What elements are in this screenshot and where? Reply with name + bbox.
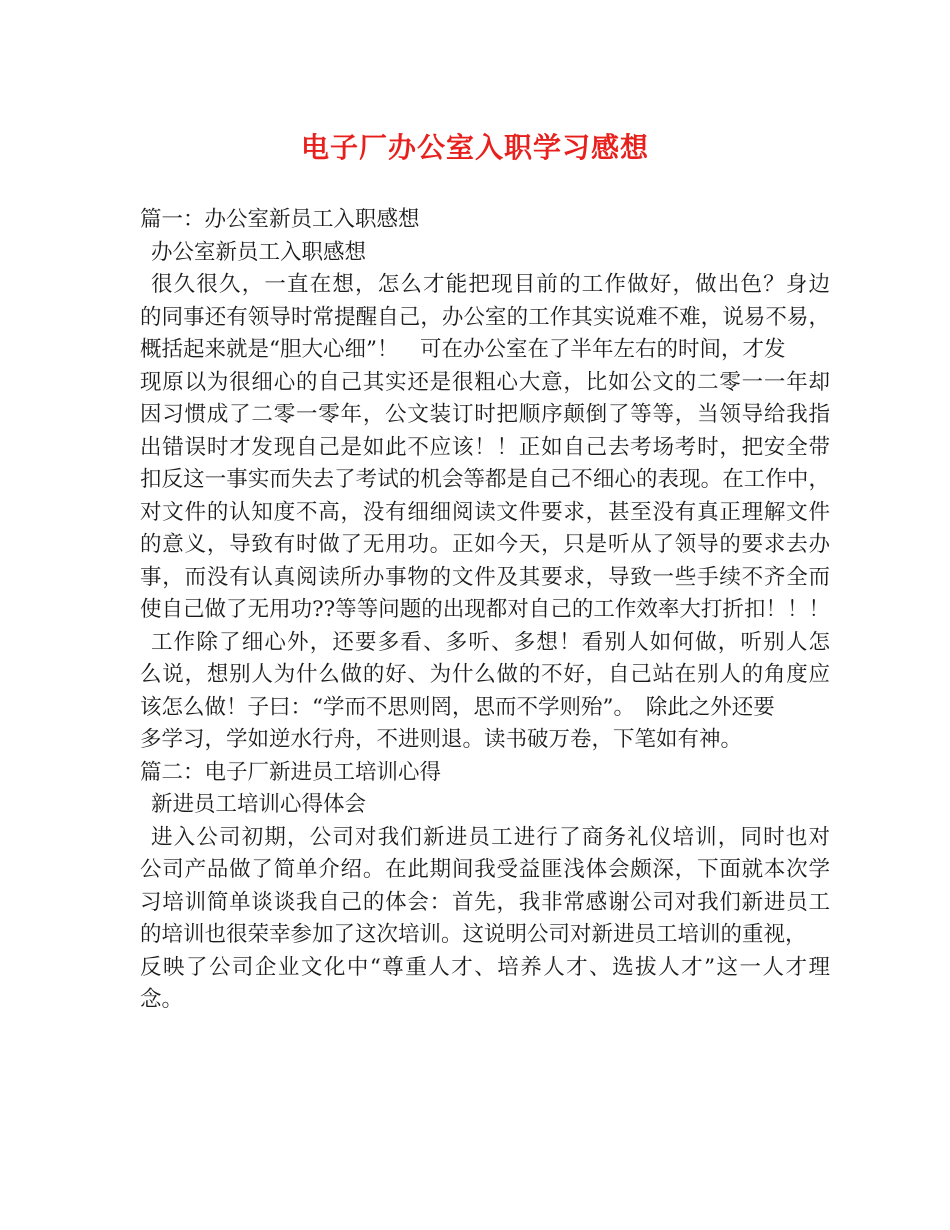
- document-body: [140, 204, 830, 1017]
- paragraph-line: 出错误时才发现自己是如此不应该！！正如自己去考场考时，把安全带: [140, 434, 830, 460]
- paragraph-line: 进入公司初期，公司对我们新进员工进行了商务礼仪培训，同时也对: [151, 824, 830, 850]
- paragraph-line: 反映了公司企业文化中“尊重人才、培养人才、选拔人才”这一人才理: [140, 954, 830, 980]
- paragraph-line: 习培训简单谈谈我自己的体会：首先，我非常感谢公司对我们新进员工: [140, 889, 830, 915]
- paragraph-line: 么说，想别人为什么做的好、为什么做的不好，自己站在别人的角度应: [140, 662, 830, 687]
- paragraph-line: 对文件的认知度不高，没有细细阅读文件要求，甚至没有真正理解文件: [140, 499, 830, 525]
- document-title: 电子厂办公室入职学习感想: [300, 131, 649, 164]
- paragraph-line: 现原以为很细心的自己其实还是很粗心大意，比如公文的二零一一年却: [140, 369, 830, 395]
- paragraph-line: 很久很久，一直在想，怎么才能把现目前的工作做好，做出色？身边: [151, 272, 830, 297]
- paragraph-line: 扣反这一事实而失去了考试的机会等都是自己不细心的表现。在工作中，: [140, 467, 830, 492]
- paragraph-line: 该怎么做！子曰：“学而不思则罔，思而不学则殆”。 除此之外还要: [140, 694, 775, 720]
- paragraph-line: 概括起来就是“胆大心细”！ 可在办公室在了半年左右的时间，才发: [140, 337, 786, 362]
- paragraph-line: 使自己做了无用功??等等问题的出现都对自己的工作效率大打折扣！！！: [140, 597, 830, 622]
- paragraph-line: 公司产品做了简单介绍。在此期间我受益匪浅体会颇深，下面就本次学: [140, 857, 830, 882]
- paragraph-line: 多学习，学如逆水行舟，不进则退。读书破万卷，下笔如有神。: [140, 727, 743, 752]
- section-heading-1: 篇一：办公室新员工入职感想: [140, 207, 420, 232]
- paragraph-line: 念。: [140, 987, 184, 1012]
- subheading-2: 新进员工培训心得体会: [151, 792, 367, 817]
- paragraph-line: 因习惯成了二零一零年，公文装订时把顺序颠倒了等等，当领导给我指: [140, 402, 830, 427]
- paragraph-line: 事，而没有认真阅读所办事物的文件及其要求，导致一些手续不齐全而: [140, 564, 830, 590]
- paragraph-line: 的培训也很荣幸参加了这次培训。这说明公司对新进员工培训的重视，: [140, 922, 807, 947]
- paragraph-line: 的意义，导致有时做了无用功。正如今天，只是听从了领导的要求去办: [140, 532, 830, 557]
- paragraph-line: 工作除了细心外，还要多看、多听、多想！看别人如何做，听别人怎: [151, 629, 830, 655]
- paragraph-line: 的同事还有领导时常提醒自己，办公室的工作其实说难不难，说易不易，: [140, 304, 830, 330]
- section-heading-2: 篇二：电子厂新进员工培训心得: [140, 759, 442, 785]
- subheading-1: 办公室新员工入职感想: [151, 239, 367, 265]
